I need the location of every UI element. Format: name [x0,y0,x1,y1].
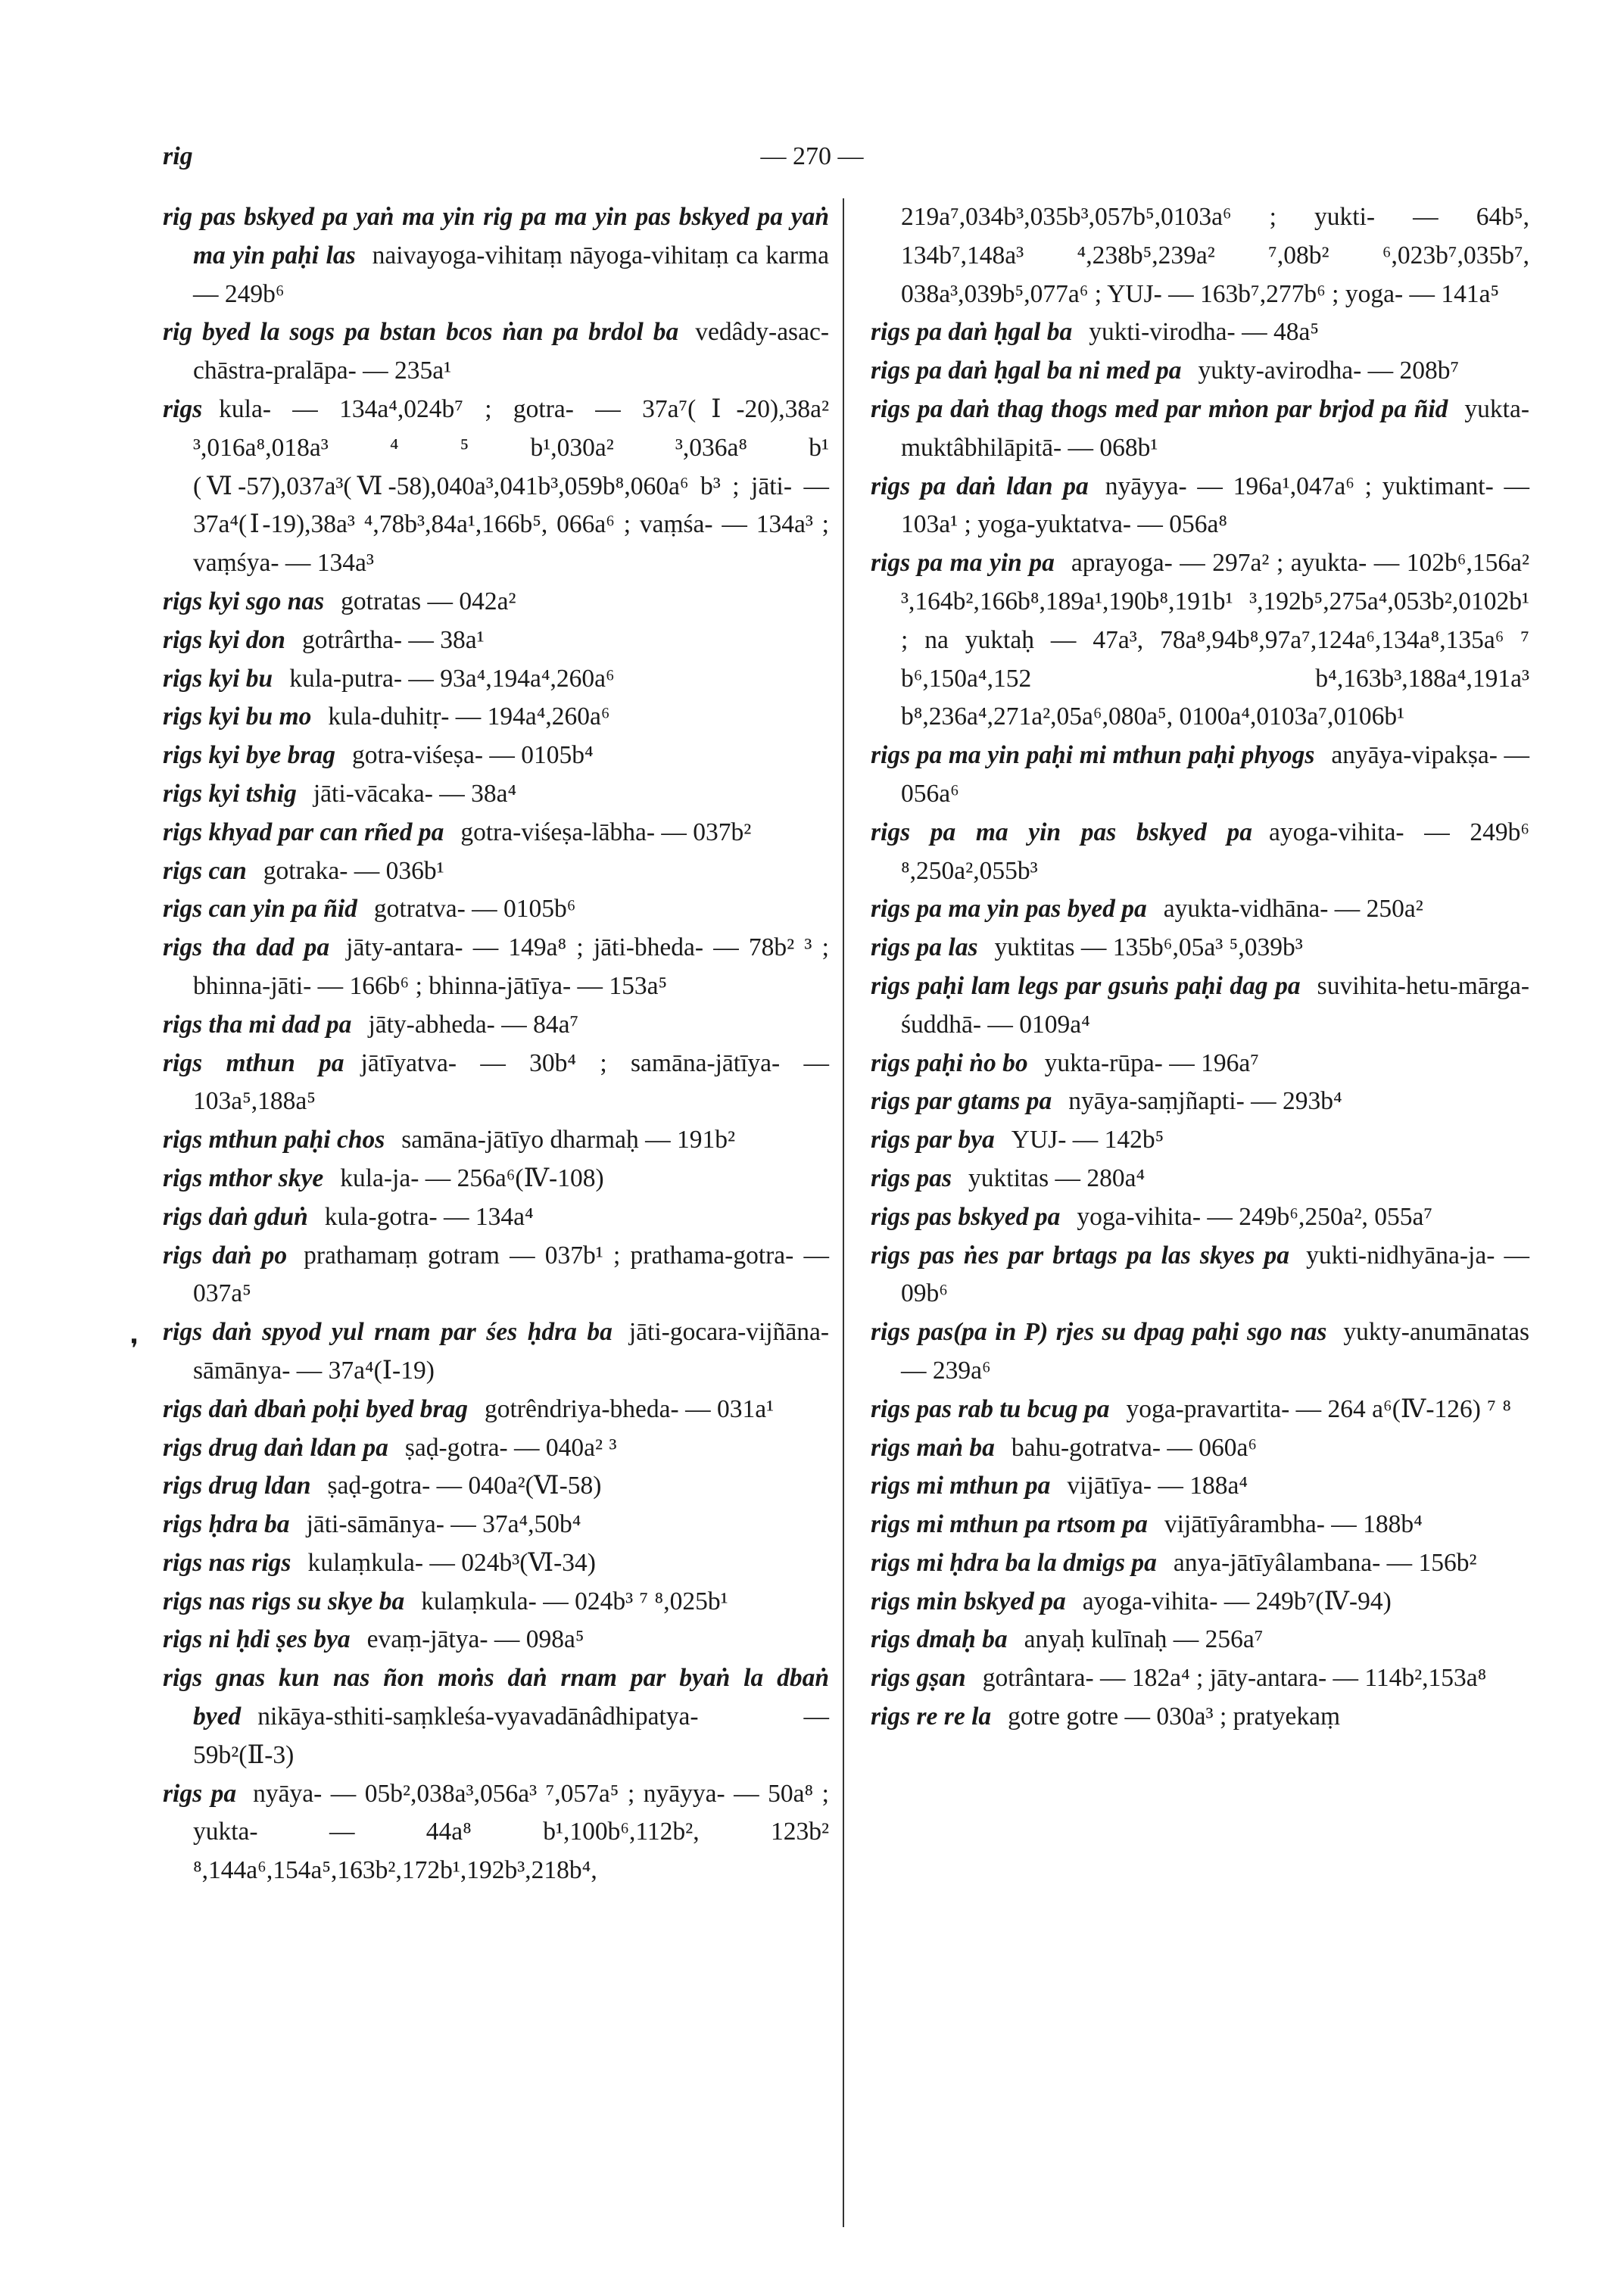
entry-headword: rigs ḥdra ba [163,1510,290,1539]
dictionary-entry [871,1698,1529,1737]
entry-headword: rigs pa daṅ ldan pa [871,472,1089,500]
entry-headword: rigs khyad par can rñed pa [163,818,444,846]
entry-definition: yuktitas — 135b⁶,05a³ ⁵,039b³ [994,933,1303,962]
entry-definition: kula-gotra- — 134a⁴ [324,1202,534,1231]
entry-headword: rigs par bya [871,1126,995,1154]
entry-headword: rigs [163,394,203,423]
entry-headword: rigs pa daṅ ḥgal ba [871,318,1073,347]
entry-definition: gotratva- — 0105b⁶ [373,895,576,924]
entry-definition: gotre gotre — 030a³ ; pratyekaṃ [1008,1703,1341,1731]
dictionary-entry [871,352,1529,391]
entry-definition: bahu-gotratva- — 060a⁶ [1011,1433,1258,1462]
entry-headword: rigs pa ma yin pa [871,549,1055,578]
entry-headword: rigs paḥi ṅo bo [871,1048,1028,1077]
entry-definition: jāty-antara- — 149a⁸ ; jāti-bheda- — 78b² ³ ; bhinna-jāti- — 166b⁶ ; bhinna-jātīya- — 153a⁵ [193,933,829,1000]
dictionary-entry [871,1160,1529,1198]
entry-definition: gotrêndriya-bheda- — 031a¹ [484,1394,775,1423]
entry-headword: rigs nas rigs su skye ba [163,1587,405,1615]
entry-headword: rigs can [163,856,247,885]
dictionary-entry [163,660,829,699]
entry-definition: gotrântara- — 182a⁴ ; jāty-antara- — 114b²,153a⁸ [982,1664,1487,1693]
right-column [871,198,1529,1737]
entry-headword: rigs maṅ ba [871,1433,995,1462]
dictionary-entry [163,1391,829,1429]
dictionary-entry [871,1198,1529,1237]
entry-definition: aprayoga- — 297a² ; ayukta- — 102b⁶,156a² ³,164b²,166b⁸,189a¹,190b⁸,191b¹ ³,192b⁵,275a⁴,053b²,0102b¹ ; na yuktaḥ — 47a³, 78a⁸,94b⁸,97a⁷,124a⁶,134a⁸,135a⁶ ⁷ b⁶,150a⁴,152 b⁴,163b³,188a⁴,191a³ b⁸,236a⁴,271a²,05a⁶,080a⁵, 0100a⁴,0103a⁷,0106b¹ [901,549,1529,731]
entry-definition: yukty-avirodha- — 208b⁷ [1198,357,1460,385]
entry-headword: rigs min bskyed pa [871,1587,1066,1615]
entry-definition: ṣaḍ-gotra- — 040a²(Ⅵ-58) [327,1472,602,1500]
entry-definition: ayoga-vihita- — 249b⁶ ⁸,250a²,055b³ [901,818,1529,885]
dictionary-entry [163,1006,829,1045]
entry-headword: rigs pa daṅ ḥgal ba ni med pa [871,357,1182,385]
dictionary-entry [871,468,1529,545]
entry-headword: rig pas bskyed pa yaṅ ma yin rig pa ma yin pas bskyed pa yaṅ ma yin paḥi las [163,203,829,269]
page-number: — 270 — [760,142,864,170]
dictionary-entry [871,1083,1529,1121]
dictionary-entry [163,775,829,814]
dictionary-entry [871,313,1529,352]
entry-headword: rigs pa las [871,933,978,962]
stray-mark: ❜ [130,1335,139,1363]
dictionary-entry [163,1775,829,1890]
dictionary-entry [871,1583,1529,1622]
dictionary-entry [163,1659,829,1774]
dictionary-entry [163,1045,829,1122]
entry-headword: rig byed la sogs pa bstan bcos ṅan pa brdol ba [163,318,679,347]
entry-definition: jāti-gocara-vijñāna-sāmānya- — 37a⁴(Ⅰ-19) [193,1318,829,1385]
entry-headword: rigs dmaḥ ba [871,1625,1008,1654]
entry-headword: rigs tha dad pa [163,933,330,962]
entry-definition: kula- — 134a⁴,024b⁷ ; gotra- — 37a⁷(Ⅰ-20),38a² ³,016a⁸,018a³ ⁴ ⁵ b¹,030a² ³,036a⁸ b¹ (Ⅵ-57),037a³(Ⅵ-58),040a³,041b³,059b⁸,060a⁶ b³ ; jāti- — 37a⁴(Ⅰ-19),38a³ ⁴,78b³,84a¹,166b⁵, 066a⁶ ; vaṃśa- — 134a³ ; vaṃśya- — 134a³ [193,394,829,578]
dictionary-entry [163,698,829,737]
dictionary-entry [163,1313,829,1391]
entry-definition: nikāya-sthiti-saṃkleśa-vyavadānâdhipatya- — 59b²(Ⅱ-3) [193,1703,829,1769]
dictionary-entry [871,391,1529,468]
entry-definition: gotraka- — 036b¹ [263,856,444,885]
entry-definition: yukta-rūpa- — 196a⁷ [1044,1048,1259,1077]
dictionary-entry [871,890,1529,929]
entry-headword: rigs pa ma yin paḥi mi mthun paḥi phyogs [871,741,1315,770]
entry-headword: rigs pa ma yin pas byed pa [871,895,1147,924]
entry-definition: yukti-virodha- — 48a⁵ [1089,318,1320,347]
dictionary-entry [163,1198,829,1237]
dictionary-entry [163,1429,829,1468]
left-column [163,198,829,1890]
entry-headword: rigs pa ma yin pas bskyed pa [871,818,1252,846]
dictionary-entry [871,1237,1529,1314]
entry-definition: vijātīya- — 188a⁴ [1067,1472,1248,1500]
entry-definition: ayukta-vidhāna- — 250a² [1163,895,1423,924]
entry-definition: ṣaḍ-gotra- — 040a² ³ [404,1433,617,1462]
entry-definition: jāty-abheda- — 84a⁷ [368,1010,579,1039]
entry-headword: rigs pas [871,1164,952,1192]
entry-definition: prathamaṃ gotram — 037b¹ ; prathama-gotra- — 037a⁵ [193,1241,830,1308]
entry-definition: gotra-viśeṣa-lābha- — 037b² [460,818,752,846]
entry-definition: YUJ- — 142b⁵ [1011,1126,1164,1154]
dictionary-entry [163,622,829,660]
entry-headword: rigs daṅ gduṅ [163,1202,308,1231]
dictionary-entry [871,198,1529,313]
entry-headword: rigs ni ḥdi ṣes bya [163,1625,351,1654]
entry-definition: anyāya-vipakṣa- — 056a⁶ [901,741,1529,808]
entry-definition: yuktitas — 280a⁴ [968,1164,1146,1192]
entry-definition: naivayoga-vihitaṃ nāyoga-vihitaṃ ca karma — 249b⁶ [193,241,829,308]
dictionary-entry [163,583,829,622]
entry-headword: rigs mi mthun pa [871,1472,1051,1500]
entry-headword: rigs mi mthun pa rtsom pa [871,1510,1148,1539]
dictionary-entry [163,1467,829,1506]
dictionary-entry [163,737,829,775]
entry-definition: vijātīyârambha- — 188b⁴ [1164,1510,1423,1539]
entry-headword: rigs can yin pa ñid [163,895,357,924]
dictionary-entry [163,391,829,583]
entry-headword: rigs pas bskyed pa [871,1202,1061,1231]
entry-headword: rigs drug daṅ ldan pa [163,1433,388,1462]
entry-definition: 219a⁷,034b³,035b³,057b⁵,0103a⁶ ; yukti- — 64b⁵, 134b⁷,148a³ ⁴,238b⁵,239a² ⁷,08b² ⁶,023b⁷,035b⁷, 038a³,039b⁵,077a⁶ ; YUJ- — 163b⁷,277b⁶ ; yoga- — 141a⁵ [901,203,1529,308]
entry-definition: kulaṃkula- — 024b³(Ⅵ-34) [307,1548,596,1577]
entry-definition: gotrârtha- — 38a¹ [301,625,485,654]
column-divider [843,198,844,2227]
entry-definition: suvihita-hetu-mārga-śuddhā- — 0109a⁴ [901,971,1529,1039]
dictionary-entry [871,967,1529,1045]
dictionary-entry [871,1506,1529,1544]
entry-definition: gotra-viśeṣa- — 0105b⁴ [351,741,594,770]
entry-definition: vedâdy-asac-chāstra-pralāpa- — 235a¹ [193,318,829,385]
entry-headword: rigs kyi tshig [163,779,297,808]
entry-headword: rigs kyi don [163,625,285,654]
entry-headword: rigs daṅ spyod yul rnam par śes ḥdra ba [163,1318,613,1347]
entry-headword: rigs par gtams pa [871,1087,1052,1116]
entry-definition: nyāya- — 05b²,038a³,056a³ ⁷,057a⁵ ; nyāyya- — 50a⁸ ; yukta- — 44a⁸ b¹,100b⁶,112b², 123b² ⁸,144a⁶,154a⁵,163b²,172b¹,192b³,218b⁴, [193,1779,829,1885]
running-head: rig [163,142,193,170]
entry-definition: nyāya-saṃjñapti- — 293b⁴ [1068,1087,1342,1116]
entry-headword: rigs mi ḥdra ba la dmigs pa [871,1548,1157,1577]
entry-headword: rigs tha mi dad pa [163,1010,352,1039]
entry-headword: rigs drug ldan [163,1472,311,1500]
dictionary-entry [871,1121,1529,1160]
dictionary-entry [871,1467,1529,1506]
dictionary-entry [871,1391,1529,1429]
dictionary-entry [871,929,1529,967]
dictionary-entry [871,1544,1529,1583]
entry-definition: ayoga-vihita- — 249b⁷(Ⅳ-94) [1082,1587,1392,1615]
entry-definition: yukta-muktâbhilāpitā- — 068b¹ [901,394,1529,462]
entry-headword: rigs pas ṅes par brtags pa las skyes pa [871,1241,1290,1270]
entry-definition: yoga-pravartita- — 264 a⁶(Ⅳ-126) ⁷ ⁸ [1126,1394,1512,1423]
dictionary-entry [163,1160,829,1198]
entry-headword: rigs gṣan [871,1664,966,1693]
dictionary-entry [871,544,1529,737]
dictionary-entry [871,1659,1529,1698]
entry-definition: kula-ja- — 256a⁶(Ⅳ-108) [340,1164,604,1192]
entry-definition: evaṃ-jātya- — 098a⁵ [366,1625,584,1654]
entry-headword: rigs nas rigs [163,1548,291,1577]
entry-headword: rigs kyi bye brag [163,741,335,770]
dictionary-entry [163,1506,829,1544]
entry-headword: rigs pa daṅ thag thogs med par mṅon par brjod pa ñid [871,394,1448,423]
entry-definition: yoga-vihita- — 249b⁶,250a², 055a⁷ [1077,1202,1433,1231]
dictionary-entry [871,1045,1529,1083]
entry-headword: rigs pas(pa in P) rjes su dpag paḥi sgo nas [871,1318,1327,1347]
dictionary-entry [163,852,829,891]
entry-headword: rigs gnas kun nas ñon moṅs daṅ rnam par byaṅ la dbaṅ byed [163,1664,829,1731]
entry-headword: rigs kyi sgo nas [163,587,325,615]
entry-headword: rigs mthun pa [163,1048,344,1077]
dictionary-entry [163,1237,829,1314]
entry-definition: jātīyatva- — 30b⁴ ; samāna-jātīya- — 103a⁵,188a⁵ [193,1048,830,1116]
entry-definition: anya-jātīyâlambana- — 156b² [1173,1548,1477,1577]
entry-headword: rigs paḥi lam legs par gsuṅs paḥi dag pa [871,971,1301,1000]
entry-definition: jāti-vācaka- — 38a⁴ [313,779,517,808]
dictionary-entry [163,198,829,313]
dictionary-entry [871,1313,1529,1391]
dictionary-entry [163,1544,829,1583]
dictionary-entry [871,1621,1529,1659]
dictionary-entry [871,1429,1529,1468]
entry-definition: samāna-jātīyo dharmaḥ — 191b² [401,1126,736,1154]
entry-headword: rigs daṅ po [163,1241,288,1270]
entry-definition: kulaṃkula- — 024b³ ⁷ ⁸,025b¹ [421,1587,728,1615]
dictionary-entry [163,814,829,852]
dictionary-entry [163,1583,829,1622]
entry-definition: kula-putra- — 93a⁴,194a⁴,260a⁶ [289,664,615,693]
dictionary-entry [163,1121,829,1160]
entry-headword: rigs re re la [871,1703,992,1731]
dictionary-entry [163,890,829,929]
entry-definition: nyāyya- — 196a¹,047a⁶ ; yuktimant- — 103a¹ ; yoga-yuktatva- — 056a⁸ [901,472,1529,539]
entry-definition: jāti-sāmānya- — 37a⁴,50b⁴ [306,1510,581,1539]
entry-headword: rigs kyi bu mo [163,703,312,731]
entry-headword: rigs pas rab tu bcug pa [871,1394,1110,1423]
dictionary-entry [163,313,829,391]
entry-definition: gotratas — 042a² [341,587,516,615]
entry-definition: kula-duhitṛ- — 194a⁴,260a⁶ [328,703,610,731]
entry-headword: rigs mthun paḥi chos [163,1126,385,1154]
dictionary-entry [163,1621,829,1659]
dictionary-entry [163,929,829,1006]
entry-headword: rigs daṅ dbaṅ poḥi byed brag [163,1394,468,1423]
entry-definition: yukti-nidhyāna-ja- — 09b⁶ [901,1241,1529,1308]
entry-headword: rigs pa [163,1779,237,1808]
entry-definition: yukty-anumānatas — 239a⁶ [901,1318,1529,1385]
entry-definition: anyaḥ kulīnaḥ — 256a⁷ [1024,1625,1264,1654]
dictionary-entry [871,814,1529,891]
dictionary-entry [871,737,1529,814]
entry-headword: rigs kyi bu [163,664,273,693]
entry-headword: rigs mthor skye [163,1164,324,1192]
